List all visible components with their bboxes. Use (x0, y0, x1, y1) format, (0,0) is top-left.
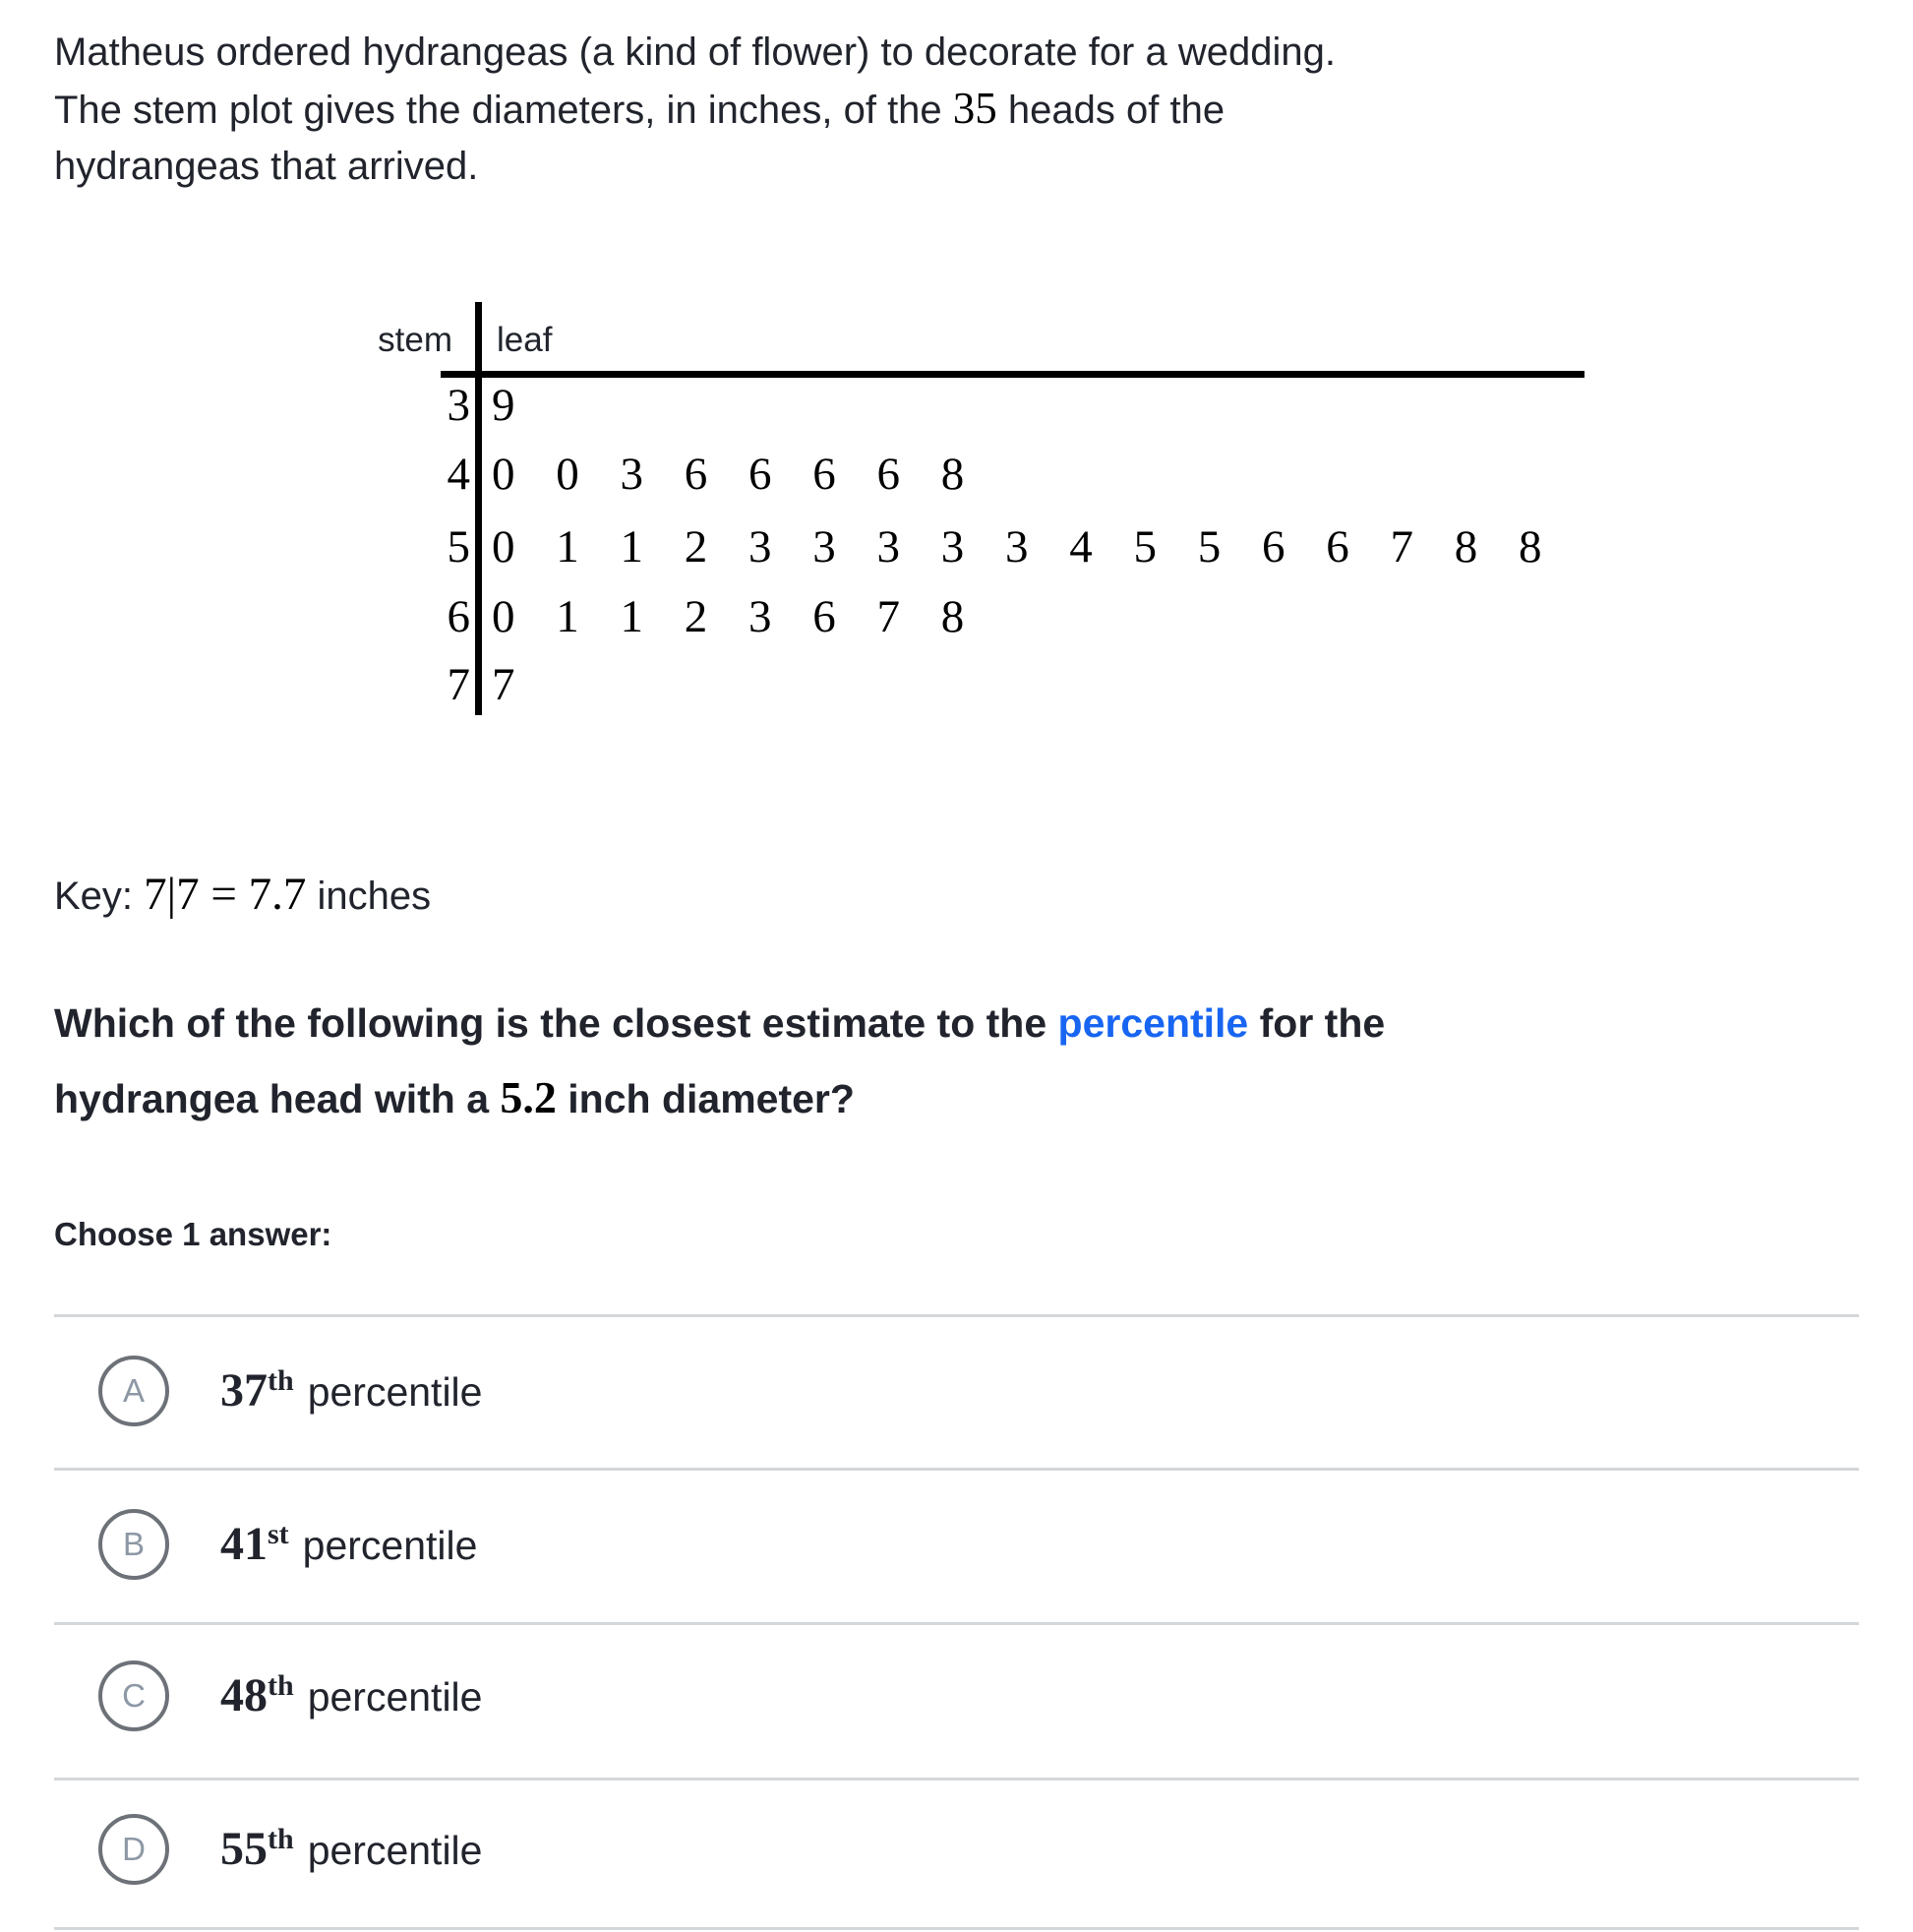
count-value: 35 (952, 84, 997, 133)
stem-plot-row (374, 513, 1542, 581)
choice-b-word: percentile (302, 1523, 478, 1568)
stem-plot-horizontal-line (441, 371, 1584, 378)
leaf-column-header: leaf (497, 321, 553, 359)
choice-d-letter: D (122, 1831, 146, 1867)
choice-a-radio[interactable] (98, 1356, 169, 1426)
leaf-values: 9 (492, 380, 515, 431)
divider (54, 1468, 1859, 1471)
key-math: 7|7 = 7.7 (144, 869, 307, 920)
problem-statement (54, 25, 1336, 195)
choice-d-radio[interactable] (98, 1814, 169, 1885)
divider (54, 1314, 1859, 1317)
choice-b-ordinal: st (268, 1518, 289, 1550)
divider (54, 1778, 1859, 1781)
stem-plot-row (374, 371, 515, 440)
choice-c-value: 48 (220, 1669, 268, 1721)
choice-c-word: percentile (307, 1674, 483, 1720)
stem-plot-row (374, 650, 515, 719)
choice-d-label[interactable] (220, 1814, 482, 1885)
choice-a-label[interactable] (220, 1356, 482, 1426)
choice-c-ordinal: th (268, 1669, 294, 1702)
problem-line-1: Matheus ordered hydrangeas (a kind of flower) to decorate for a wedding. (54, 30, 1336, 74)
stem-value: 4 (447, 449, 470, 500)
choice-a-value: 37 (220, 1364, 268, 1417)
choice-d-word: percentile (307, 1828, 483, 1873)
leaf-values: 0 1 1 2 3 3 3 3 3 4 5 5 6 6 7 8 8 (492, 521, 1542, 573)
divider (54, 1622, 1859, 1625)
stem-plot-row (374, 440, 964, 509)
divider (54, 1927, 1859, 1930)
choice-a-letter: A (122, 1372, 145, 1409)
choice-b-label[interactable] (220, 1509, 477, 1580)
problem-line-3: hydrangeas that arrived. (54, 145, 479, 188)
choice-c-label[interactable] (220, 1660, 482, 1731)
stem-plot-row (374, 582, 964, 651)
diameter-value: 5.2 (500, 1072, 557, 1122)
stem-value: 3 (447, 380, 470, 431)
choice-a-ordinal: th (268, 1364, 294, 1397)
choice-d-ordinal: th (268, 1823, 294, 1855)
leaf-values: 0 1 1 2 3 6 7 8 (492, 591, 965, 642)
choice-c-radio[interactable] (98, 1660, 169, 1731)
stem-value: 6 (447, 591, 470, 642)
problem-line-2: The stem plot gives the diameters, in inches, of the 35 heads of the (54, 84, 1226, 133)
choice-b-letter: B (122, 1526, 145, 1562)
choice-c-letter: C (122, 1677, 146, 1714)
key-prefix: Key: (54, 875, 145, 918)
choice-d-value: 55 (220, 1823, 268, 1875)
choose-answer-label: Choose 1 answer: (54, 1216, 332, 1252)
stem-column-header: stem (378, 321, 452, 359)
stem-value: 7 (447, 659, 470, 710)
question-text (54, 986, 1385, 1136)
stem-plot-key (54, 864, 431, 927)
choice-b-value: 41 (220, 1518, 268, 1570)
percentile-link[interactable]: percentile (1057, 1000, 1249, 1046)
question-line-1: Which of the following is the closest estimate to the percentile for the (54, 1000, 1386, 1046)
question-line-2: hydrangea head with a 5.2 inch diameter? (54, 1072, 855, 1122)
choice-b-radio[interactable] (98, 1509, 169, 1580)
choice-a-word: percentile (307, 1369, 483, 1415)
leaf-values: 7 (492, 659, 515, 710)
leaf-values: 0 0 3 6 6 6 6 8 (492, 449, 965, 500)
key-suffix: inches (306, 875, 432, 918)
stem-value: 5 (447, 521, 470, 573)
